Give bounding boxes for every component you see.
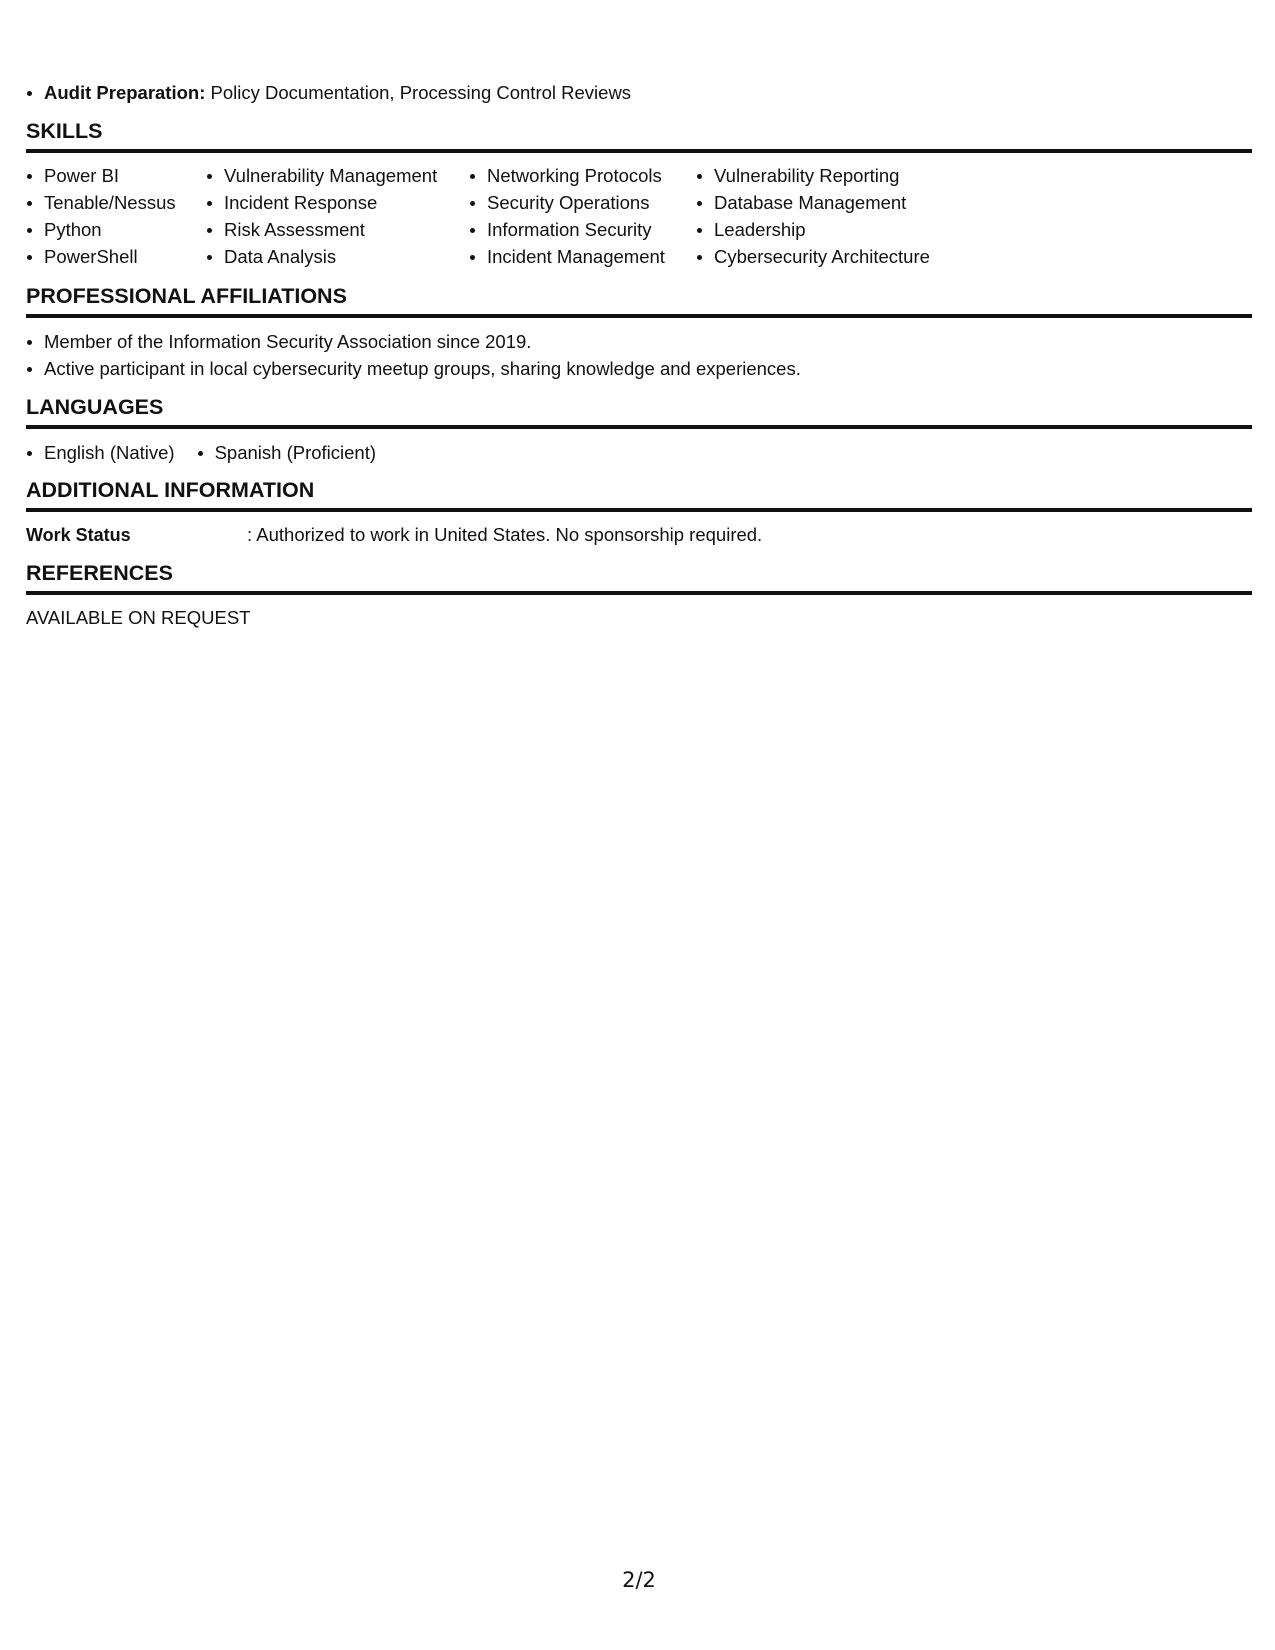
work-status-label: Work Status xyxy=(26,525,131,545)
skill-item: Data Analysis xyxy=(206,243,437,270)
references-heading: REFERENCES xyxy=(26,560,1252,595)
skills-column-4 xyxy=(696,162,930,270)
skill-item: Networking Protocols xyxy=(469,162,665,189)
list-item-audit-preparation xyxy=(26,79,631,106)
languages-heading: LANGUAGES xyxy=(26,394,1252,429)
references-text: AVAILABLE ON REQUEST xyxy=(26,607,251,628)
skill-item: PowerShell xyxy=(26,243,176,270)
page-number: 2/2 xyxy=(622,1568,656,1592)
skill-item: Risk Assessment xyxy=(206,216,437,243)
skill-item: Incident Management xyxy=(469,243,665,270)
languages-list xyxy=(26,439,398,466)
audit-list xyxy=(26,79,631,106)
skills-column-3 xyxy=(469,162,665,270)
work-status-value: : Authorized to work in United States. No sponsorship required. xyxy=(247,524,763,545)
skill-item: Security Operations xyxy=(469,189,665,216)
list-item: Active participant in local cybersecurity meetup groups, sharing knowledge and experiences. xyxy=(26,355,801,382)
skill-item: Tenable/Nessus xyxy=(26,189,176,216)
language-item: English (Native) xyxy=(26,439,175,466)
skills-column-2 xyxy=(206,162,437,270)
additional-info-heading: ADDITIONAL INFORMATION xyxy=(26,477,1252,512)
skill-item: Cybersecurity Architecture xyxy=(696,243,930,270)
language-item: Spanish (Proficient) xyxy=(197,439,376,466)
skill-item: Python xyxy=(26,216,176,243)
affiliations-list xyxy=(26,328,801,382)
audit-preparation-label: Audit Preparation: xyxy=(44,82,206,103)
skill-item: Incident Response xyxy=(206,189,437,216)
skill-item: Information Security xyxy=(469,216,665,243)
skills-heading: SKILLS xyxy=(26,118,1252,153)
audit-preparation-text: Policy Documentation, Processing Control Reviews xyxy=(205,82,632,103)
resume-page xyxy=(26,0,1252,1650)
affiliations-heading: PROFESSIONAL AFFILIATIONS xyxy=(26,283,1252,318)
skill-item: Vulnerability Management xyxy=(206,162,437,189)
skill-item: Power BI xyxy=(26,162,176,189)
skill-item: Database Management xyxy=(696,189,930,216)
skill-item: Vulnerability Reporting xyxy=(696,162,930,189)
skills-column-1 xyxy=(26,162,176,270)
skill-item: Leadership xyxy=(696,216,930,243)
list-item: Member of the Information Security Association since 2019. xyxy=(26,328,801,355)
